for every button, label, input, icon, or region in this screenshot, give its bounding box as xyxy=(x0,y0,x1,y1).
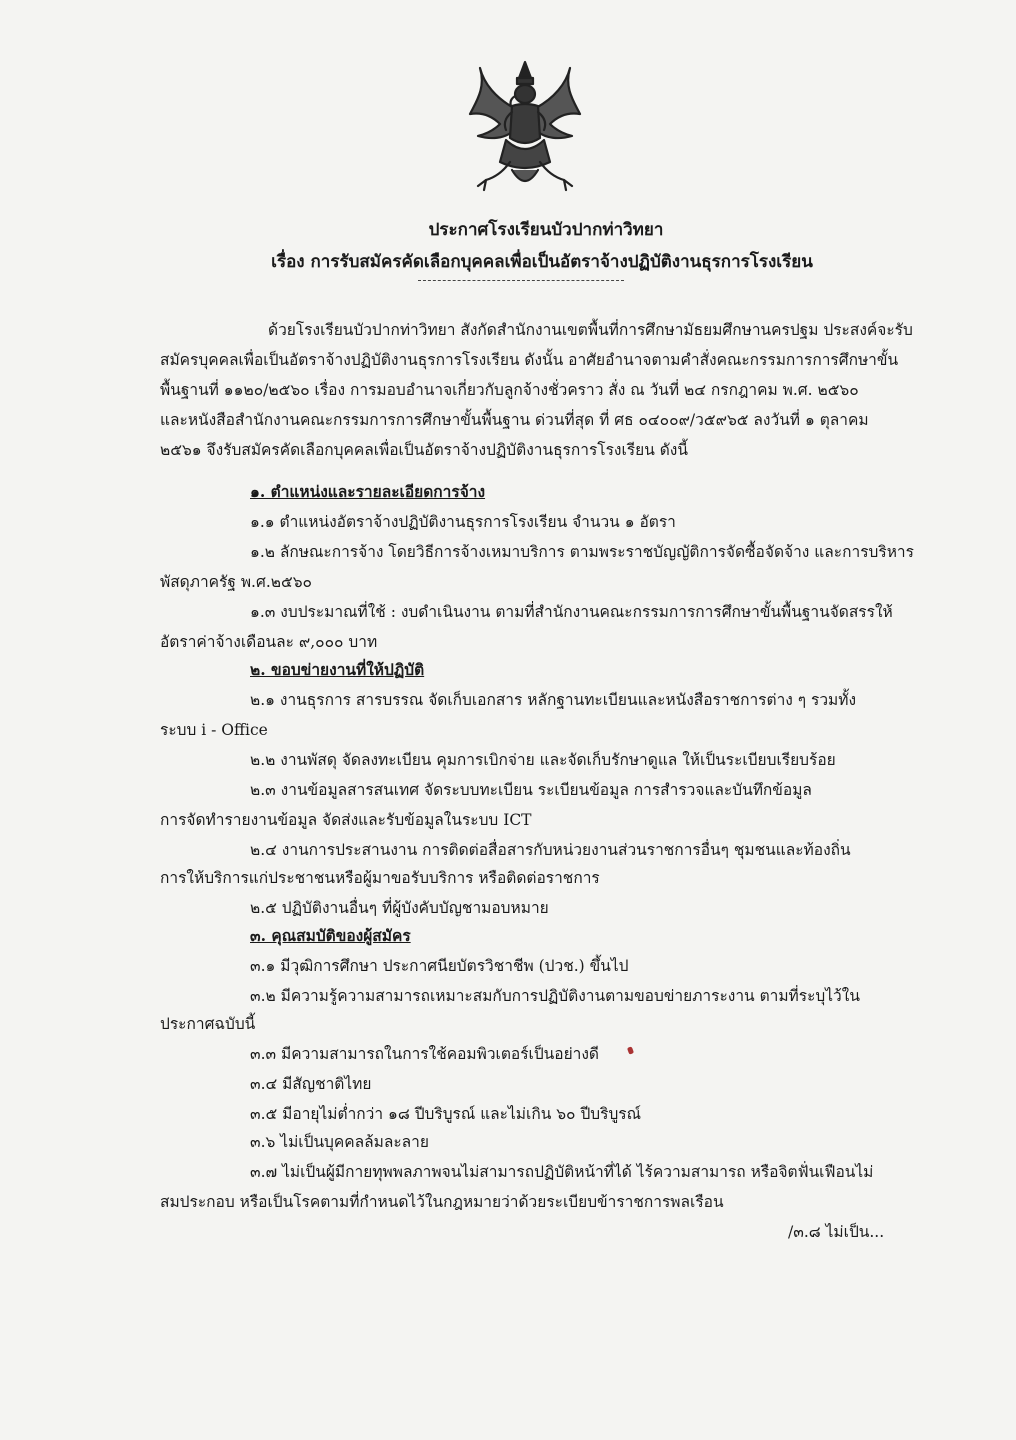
section-heading: ๒. ขอบข่ายงานที่ให้ปฏิบัติ xyxy=(250,660,425,679)
garuda-emblem-icon xyxy=(466,58,584,196)
section-item: ประกาศฉบับนี้ xyxy=(160,1015,256,1033)
title-separator xyxy=(418,280,624,281)
section-item: ๒.๔ งานการประสานงาน การติดต่อสื่อสารกับหน่วยงานส่วนราชการอื่นๆ ชุมชนและท้องถิ่น xyxy=(250,841,851,859)
intro-line: ๒๕๖๑ จึงรับสมัครคัดเลือกบุคคลเพื่อเป็นอัตราจ้างปฏิบัติงานธุรการโรงเรียน ดังนี้ xyxy=(160,441,688,459)
section-item: ๒.๓ งานข้อมูลสารสนเทศ จัดระบบทะเบียน ระเบียนข้อมูล การสำรวจและบันทึกข้อมูล xyxy=(250,781,812,799)
section-item: ๓.๕ มีอายุไม่ต่ำกว่า ๑๘ ปีบริบูรณ์ และไม่เกิน ๖๐ ปีบริบูรณ์ xyxy=(250,1105,641,1123)
section-item: ๓.๑ มีวุฒิการศึกษา ประกาศนียบัตรวิชาชีพ (ปวช.) ขึ้นไป xyxy=(250,957,629,975)
intro-line: สมัครบุคคลเพื่อเป็นอัตราจ้างปฏิบัติงานธุรการโรงเรียน ดังนั้น อาศัยอำนาจตามคำสั่งคณะกรรมการการศึกษาขั้น xyxy=(160,351,899,369)
section-item: สมประกอบ หรือเป็นโรคตามที่กำหนดไว้ในกฎหมายว่าด้วยระเบียบข้าราชการพลเรือน xyxy=(160,1193,724,1211)
section-item: ๑.๒ ลักษณะการจ้าง โดยวิธีการจ้างเหมาบริการ ตามพระราชบัญญัติการจัดซื้อจัดจ้าง และการบริหาร xyxy=(250,543,914,561)
section-item: พัสดุภาครัฐ พ.ศ.๒๕๖๐ xyxy=(160,573,312,591)
continued-note: /๓.๘ ไม่เป็น... xyxy=(788,1223,885,1241)
announcement-title: ประกาศโรงเรียนบัวปากท่าวิทยา xyxy=(428,220,664,240)
section-item: ๓.๓ มีความสามารถในการใช้คอมพิวเตอร์เป็นอย่างดี xyxy=(250,1045,599,1063)
intro-line: ด้วยโรงเรียนบัวปากท่าวิทยา สังกัดสำนักงานเขตพื้นที่การศึกษามัธยมศึกษานครปฐม ประสงค์จะรับ xyxy=(268,321,913,339)
section-item: ๓.๔ มีสัญชาติไทย xyxy=(250,1075,372,1093)
intro-line: และหนังสือสำนักงานคณะกรรมการการศึกษาขั้นพื้นฐาน ด่วนที่สุด ที่ ศธ ๐๔๐๐๙/ว๕๙๖๕ ลงวันที่ ๑ ตุลาคม xyxy=(160,411,869,429)
section-item: ๑.๑ ตำแหน่งอัตราจ้างปฏิบัติงานธุรการโรงเรียน จำนวน ๑ อัตรา xyxy=(250,513,676,531)
announcement-subject: เรื่อง การรับสมัครคัดเลือกบุคคลเพื่อเป็นอัตราจ้างปฏิบัติงานธุรการโรงเรียน xyxy=(271,252,813,272)
section-item: ๒.๕ ปฏิบัติงานอื่นๆ ที่ผู้บังคับบัญชามอบหมาย xyxy=(250,899,549,917)
section-item: การจัดทำรายงานข้อมูล จัดส่งและรับข้อมูลในระบบ ICT xyxy=(160,811,532,829)
section-item: ระบบ i - Office xyxy=(160,721,268,739)
section-item: ๓.๒ มีความรู้ความสามารถเหมาะสมกับการปฏิบัติงานตามขอบข่ายภาระงาน ตามที่ระบุไว้ใน xyxy=(250,987,860,1005)
section-item: ๓.๖ ไม่เป็นบุคคลล้มละลาย xyxy=(250,1133,429,1151)
section-item: ๑.๓ งบประมาณที่ใช้ : งบดำเนินงาน ตามที่สำนักงานคณะกรรมการการศึกษาขั้นพื้นฐานจัดสรรให้ xyxy=(250,603,893,621)
intro-line: พื้นฐานที่ ๑๑๒๐/๒๕๖๐ เรื่อง การมอบอำนาจเกี่ยวกับลูกจ้างชั่วคราว สั่ง ณ วันที่ ๒๔ กรกฎาคม พ.ศ. ๒๕๖๐ xyxy=(160,381,859,399)
section-item: ๓.๗ ไม่เป็นผู้มีกายทุพพลภาพจนไม่สามารถปฏิบัติหน้าที่ได้ ไร้ความสามารถ หรือจิตฟั่นเฟือนไม่ xyxy=(250,1163,874,1181)
section-item: การให้บริการแก่ประชาชนหรือผู้มาขอรับบริการ หรือติดต่อราชการ xyxy=(160,869,600,887)
section-heading: ๑. ตำแหน่งและรายละเอียดการจ้าง xyxy=(250,482,486,501)
section-item: ๒.๒ งานพัสดุ จัดลงทะเบียน คุมการเบิกจ่าย และจัดเก็บรักษาดูแล ให้เป็นระเบียบเรียบร้อย xyxy=(250,751,836,769)
ink-speck xyxy=(627,1046,634,1054)
section-item: ๒.๑ งานธุรการ สารบรรณ จัดเก็บเอกสาร หลักฐานทะเบียนและหนังสือราชการต่าง ๆ รวมทั้ง xyxy=(250,691,857,709)
section-item: อัตราค่าจ้างเดือนละ ๙,๐๐๐ บาท xyxy=(160,633,378,651)
section-heading: ๓. คุณสมบัติของผู้สมัคร xyxy=(250,926,411,945)
